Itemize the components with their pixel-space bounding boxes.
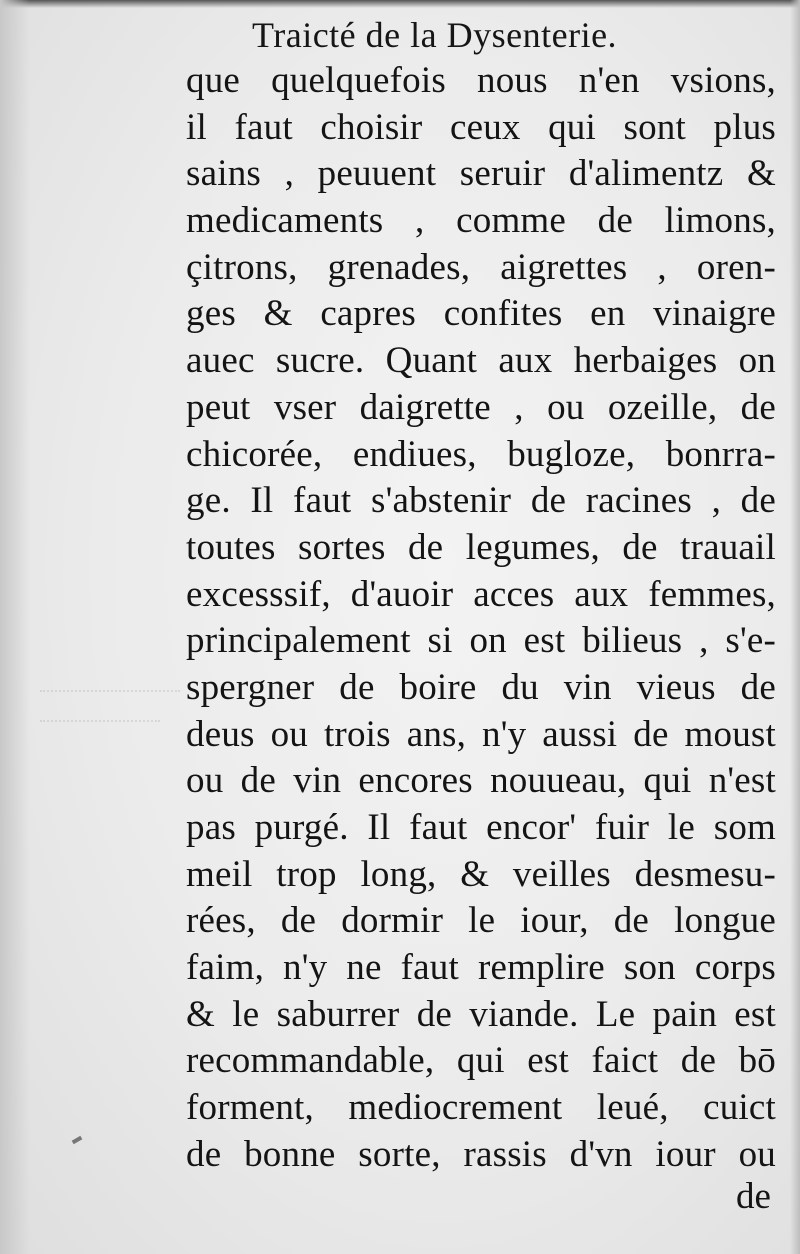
text-line: sains , peuuent seruir d'alimentz &: [186, 153, 776, 195]
text-line: deus ou trois ans, n'y aussi de moust: [186, 713, 776, 755]
ink-speck: [72, 1136, 83, 1144]
text-line: auec sucre. Quant aux herbaiges on: [186, 340, 776, 382]
text-line: ou de vin encores nouueau, qui n'est: [186, 760, 776, 802]
text-line: que quelquefois nous n'en vsions,: [186, 60, 776, 101]
text-line: toutes sortes de legumes, de trauail: [186, 526, 776, 568]
text-line: meil trop long, & veilles desmesu-: [186, 853, 776, 895]
text-line: forment, mediocrement leué, cuict: [186, 1087, 776, 1129]
text-line: rées, de dormir le iour, de longue: [186, 900, 776, 942]
text-line: ges & capres confites en vinaigre: [186, 293, 776, 335]
text-line: ge. Il faut s'abstenir de racines , de: [186, 480, 776, 522]
text-line: de bonne sorte, rassis d'vn iour ou: [186, 1133, 776, 1175]
text-line: spergner de boire du vin vieus de: [186, 666, 776, 708]
bleed-through-mark: [40, 690, 180, 714]
text-line: çitrons, grenades, aigrettes , oren-: [186, 246, 776, 288]
running-header: Traicté de la Dysenterie.: [252, 15, 618, 55]
text-line: il faut choisir ceux qui sont plus: [186, 106, 776, 148]
text-line: recommandable, qui est faict de bō: [186, 1040, 776, 1082]
text-line: & le saburrer de viande. Le pain est: [186, 993, 776, 1035]
text-line: chicorée, endiues, bugloze, bonrra-: [186, 433, 776, 475]
text-line: peut vser daigrette , ou ozeille, de: [186, 386, 776, 428]
text-line: principalement si on est bilieus , s'e-: [186, 620, 776, 662]
bleed-through-mark: [40, 720, 160, 744]
text-line: faim, n'y ne faut remplire son corps: [186, 947, 776, 989]
page-top-edge: [0, 0, 800, 8]
gutter-shadow: [0, 0, 30, 1254]
page-right-edge: [790, 0, 800, 1254]
body-text: [186, 58, 776, 1179]
text-line: excesssif, d'auoir acces aux femmes,: [186, 573, 776, 615]
text-line: pas purgé. Il faut encor' fuir le som: [186, 807, 776, 848]
catchword: de: [736, 1176, 771, 1217]
text-line: medicaments , comme de limons,: [186, 200, 776, 242]
